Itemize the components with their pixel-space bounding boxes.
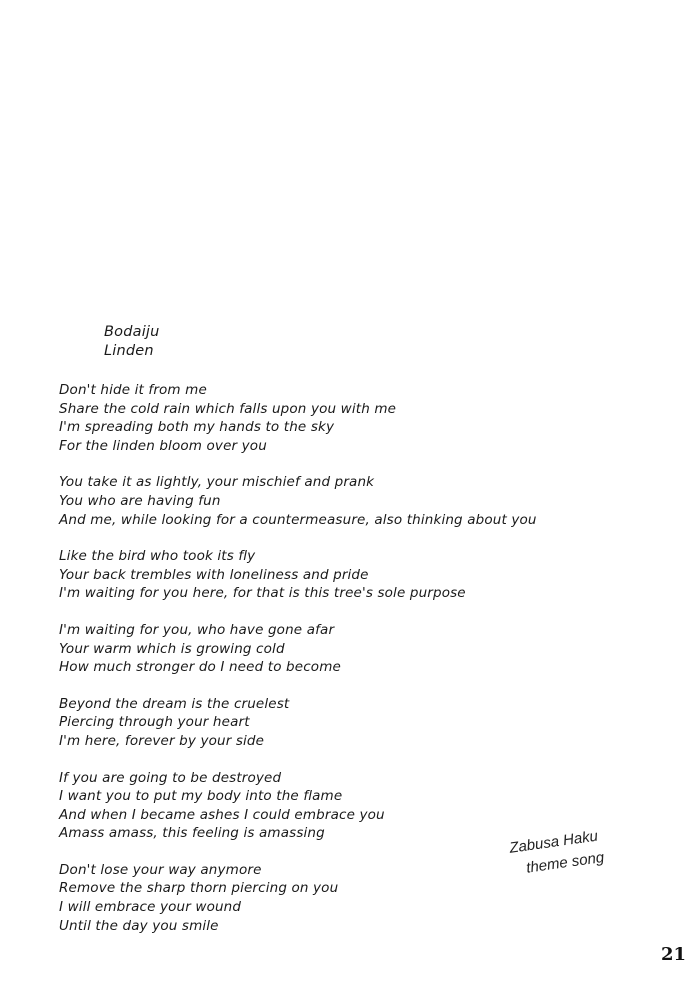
lyric-line: Your warm which is growing cold [59, 640, 285, 657]
lyric-line: If you are going to be destroyed [59, 769, 282, 786]
lyric-line: I'm spreading both my hands to the sky [59, 419, 335, 436]
song-title-translation: Linden [104, 343, 154, 359]
stanza [59, 861, 537, 935]
lyric-line: Don't lose your way anymore [59, 861, 262, 878]
lyric-line: You take it as lightly, your mischief and prank [59, 474, 375, 491]
stanza [59, 695, 537, 751]
lyric-line: Share the cold rain which falls upon you with me [59, 400, 397, 417]
lyric-line: Don't hide it from me [59, 382, 207, 398]
lyric-line: For the linden bloom over you [59, 437, 267, 454]
lyric-line: Until the day you smile [59, 917, 219, 934]
stanza [59, 769, 537, 843]
note-line: Zabusa Haku [508, 827, 599, 857]
lyrics-body [59, 381, 537, 953]
lyric-line: Remove the sharp thorn piercing on you [59, 880, 339, 897]
page-number: 21 [660, 944, 686, 965]
lyric-line: You who are having fun [59, 492, 221, 509]
lyric-line: Piercing through your heart [59, 714, 250, 731]
stanza [59, 621, 537, 677]
lyric-line: Amass amass, this feeling is amassing [59, 825, 325, 842]
lyric-line: And when I became ashes I could embrace you [59, 806, 385, 823]
lyric-line: Your back trembles with loneliness and pride [59, 566, 369, 583]
lyric-line: Beyond the dream is the cruelest [59, 695, 290, 712]
stanza [59, 547, 537, 603]
lyric-line: And me, while looking for a countermeasure, also thinking about you [59, 511, 537, 528]
stanza [59, 473, 537, 529]
lyric-line: Like the bird who took its fly [59, 548, 256, 565]
lyric-line: I'm waiting for you, who have gone afar [59, 621, 335, 638]
lyric-line: I will embrace your wound [59, 899, 242, 916]
song-title-block [104, 323, 160, 361]
note-line: theme song [525, 848, 606, 877]
lyric-line: I'm waiting for you here, for that is this tree's sole purpose [59, 585, 466, 602]
lyric-line: I'm here, forever by your side [59, 732, 265, 749]
lyric-line: I want you to put my body into the flame [59, 788, 343, 805]
lyric-line: How much stronger do I need to become [59, 659, 341, 676]
song-title-original: Bodaiju [104, 324, 160, 340]
stanza [59, 381, 537, 455]
